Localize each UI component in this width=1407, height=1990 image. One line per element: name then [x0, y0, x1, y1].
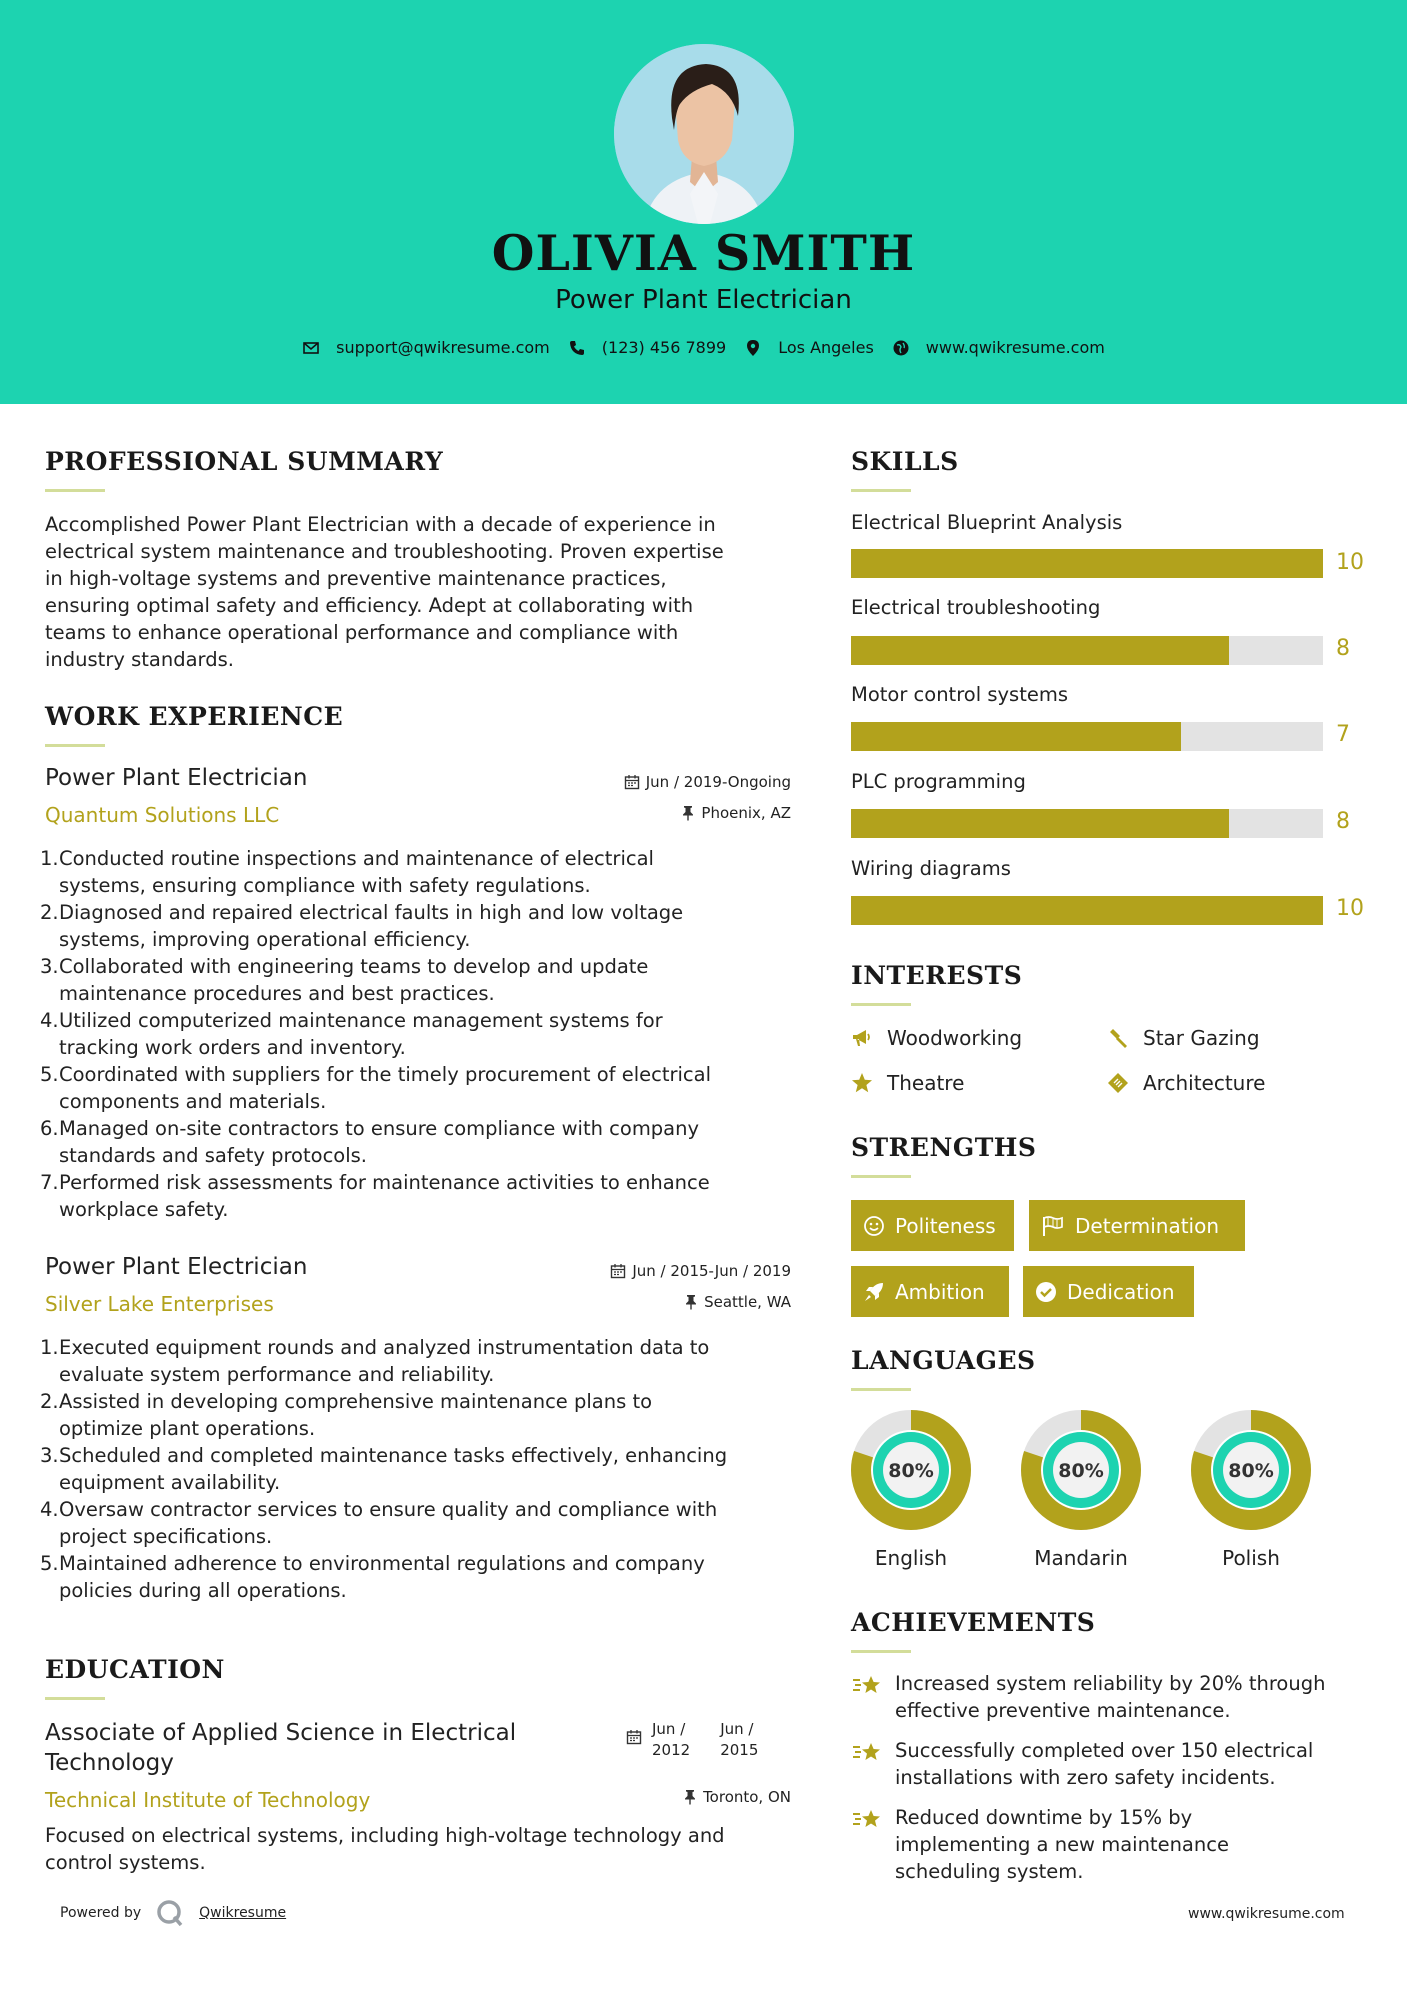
strength-badge: [851, 1266, 1009, 1317]
skill-bar-fill: [851, 896, 1323, 925]
duty-line: evaluate system performance and reliability.: [59, 1363, 495, 1386]
job-title: Power Plant Electrician: [45, 1254, 308, 1280]
strength-label: Politeness: [895, 1213, 996, 1238]
interest-label: Woodworking: [887, 1026, 1023, 1050]
phone-icon: [568, 339, 586, 357]
achievement-item: [851, 1670, 1371, 1730]
language-name: Mandarin: [1034, 1546, 1128, 1570]
list-item: [40, 845, 800, 899]
strength-badge: [851, 1200, 1014, 1251]
summary-underline: [45, 489, 105, 492]
duty-line: Executed equipment rounds and analyzed instrumentation data to: [59, 1336, 710, 1359]
rocket-icon: [863, 1281, 885, 1303]
achievements-heading: ACHIEVEMENTS: [851, 1608, 1096, 1637]
duty-line: Collaborated with engineering teams to develop and update: [59, 955, 649, 978]
location-text: Los Angeles: [778, 338, 874, 357]
language-ring: [1019, 1408, 1143, 1532]
footer-powered-by: [60, 1898, 286, 1928]
map-pin-icon: [744, 339, 762, 357]
list-item: [40, 1061, 800, 1115]
qwikresume-logo-icon: [155, 1898, 185, 1928]
education-end: [720, 1719, 758, 1761]
skill-label: PLC programming: [851, 770, 1026, 793]
ring-percent: 80%: [1228, 1460, 1274, 1482]
strengths-heading: STRENGTHS: [851, 1133, 1037, 1162]
list-number: 1.: [40, 1336, 59, 1359]
list-item: [40, 1169, 800, 1223]
website-text: www.qwikresume.com: [925, 338, 1105, 357]
job-date: [610, 1262, 791, 1280]
list-number: 1.: [40, 847, 59, 870]
avatar: [614, 44, 794, 224]
job-company: Silver Lake Enterprises: [45, 1292, 274, 1316]
candidate-title: Power Plant Electrician: [555, 285, 852, 315]
check-circle-icon: [1035, 1281, 1057, 1303]
summary-line: in high-voltage systems and preventive maintenance practices,: [45, 567, 667, 590]
duty-line: Utilized computerized maintenance management systems for: [59, 1009, 663, 1032]
achievement-line: Reduced downtime by 15% by: [895, 1806, 1193, 1829]
star-icon: [851, 1072, 873, 1094]
achievement-text: [895, 1670, 1365, 1724]
strength-label: Dedication: [1067, 1279, 1175, 1304]
duty-line: Managed on-site contractors to ensure compliance with company: [59, 1117, 700, 1140]
header-banner: [0, 0, 1407, 404]
list-number: 5.: [40, 1552, 59, 1575]
education-dates: [626, 1719, 758, 1761]
education-location: [683, 1788, 791, 1806]
duty-line: equipment availability.: [59, 1471, 281, 1494]
megaphone-icon: [851, 1028, 873, 1048]
job-date: [624, 773, 791, 791]
duty-line: Assisted in developing comprehensive maintenance plans to: [59, 1390, 653, 1413]
description-line: Focused on electrical systems, including high-voltage technology and: [45, 1824, 725, 1847]
achievement-item: [851, 1804, 1371, 1894]
summary-text: [45, 511, 805, 673]
strength-label: Determination: [1075, 1213, 1220, 1238]
education-description: [45, 1822, 805, 1876]
achievement-text: [895, 1804, 1365, 1885]
duty-line: Performed risk assessments for maintenance activities to enhance: [59, 1171, 710, 1194]
achievement-line: scheduling system.: [895, 1860, 1084, 1883]
education-underline: [45, 1697, 105, 1700]
skill-value: 7: [1336, 722, 1350, 747]
summary-line: electrical system maintenance and troubleshooting. Proven expertise: [45, 540, 724, 563]
experience-heading: WORK EXPERIENCE: [45, 702, 344, 731]
degree-line: Technology: [45, 1750, 174, 1776]
job-location: [681, 804, 791, 822]
list-number: 7.: [40, 1171, 59, 1194]
list-item: [40, 1550, 800, 1604]
language-name: English: [874, 1546, 948, 1570]
achievement-line: Increased system reliability by 20% through: [895, 1672, 1326, 1695]
end-year: 2015: [720, 1741, 759, 1759]
skill-value: 10: [1336, 550, 1364, 575]
language-ring: [849, 1408, 973, 1532]
skill-bar-track: [851, 896, 1323, 925]
duty-line: Coordinated with suppliers for the timely procurement of electrical: [59, 1063, 712, 1086]
skill-bar-fill: [851, 549, 1323, 578]
job-location-text: Seattle, WA: [704, 1293, 791, 1311]
duty-line: standards and safety protocols.: [59, 1144, 367, 1167]
list-number: 2.: [40, 1390, 59, 1413]
education-heading: EDUCATION: [45, 1655, 225, 1684]
contact-email[interactable]: [302, 338, 550, 357]
achievement-line: installations with zero safety incidents.: [895, 1766, 1276, 1789]
ticket-icon: [1107, 1072, 1129, 1094]
skill-value: 8: [1336, 809, 1350, 834]
skill-bar-track: [851, 636, 1323, 665]
interest-label: Theatre: [887, 1071, 965, 1095]
achievement-line: effective preventive maintenance.: [895, 1699, 1231, 1722]
duty-line: Conducted routine inspections and maintenance of electrical: [59, 847, 654, 870]
duty-line: tracking work orders and inventory.: [59, 1036, 406, 1059]
duty-line: Maintained adherence to environmental regulations and company: [59, 1552, 705, 1575]
calendar-icon: [610, 1263, 626, 1279]
list-item: [40, 1442, 800, 1496]
shooting-star-icon: [851, 1672, 885, 1700]
achievements-underline: [851, 1650, 911, 1653]
job-location: [684, 1293, 791, 1311]
school-name: Technical Institute of Technology: [45, 1788, 371, 1812]
skill-value: 8: [1336, 636, 1350, 661]
skill-bar-fill: [851, 722, 1181, 751]
gavel-icon: [1107, 1027, 1129, 1049]
duty-line: systems, improving operational efficiency.: [59, 928, 471, 951]
contact-website[interactable]: [892, 338, 1105, 357]
duty-line: policies during all operations.: [59, 1579, 347, 1602]
start-year: 2012: [652, 1741, 691, 1759]
education-start: [652, 1719, 690, 1761]
contact-bar: [0, 338, 1407, 357]
job-company: Quantum Solutions LLC: [45, 803, 280, 827]
footer-website[interactable]: www.qwikresume.com: [1188, 1906, 1345, 1922]
contact-phone[interactable]: [568, 338, 726, 357]
list-item: [40, 1007, 800, 1061]
strength-label: Ambition: [895, 1279, 985, 1304]
shooting-star-icon: [851, 1806, 885, 1834]
achievement-text: [895, 1737, 1365, 1791]
list-item: [40, 899, 800, 953]
skill-bar-track: [851, 722, 1323, 751]
ring-percent: 80%: [1058, 1460, 1104, 1482]
job-duties: [40, 845, 800, 1223]
list-item: [40, 1115, 800, 1169]
list-number: 3.: [40, 1444, 59, 1467]
language-name: Polish: [1222, 1546, 1280, 1570]
achievement-line: implementing a new maintenance: [895, 1833, 1229, 1856]
languages-heading: LANGUAGES: [851, 1346, 1036, 1375]
duty-line: optimize plant operations.: [59, 1417, 316, 1440]
list-number: 2.: [40, 901, 59, 924]
job-duties: [40, 1334, 800, 1604]
calendar-icon: [624, 774, 640, 790]
skill-value: 10: [1336, 896, 1364, 921]
job-title: Power Plant Electrician: [45, 765, 308, 791]
experience-underline: [45, 744, 105, 747]
language-ring: [1189, 1408, 1313, 1532]
description-line: control systems.: [45, 1851, 206, 1874]
skill-bar-fill: [851, 809, 1229, 838]
ring-percent: 80%: [888, 1460, 934, 1482]
interest-item: [851, 1026, 1022, 1050]
summary-line: Accomplished Power Plant Electrician with a decade of experience in: [45, 513, 716, 536]
list-number: 4.: [40, 1009, 59, 1032]
contact-location: [744, 338, 874, 357]
education-location-text: Toronto, ON: [703, 1788, 791, 1806]
list-number: 6.: [40, 1117, 59, 1140]
skill-label: Electrical troubleshooting: [851, 596, 1101, 619]
list-number: 4.: [40, 1498, 59, 1521]
degree-title: [45, 1718, 605, 1778]
powered-by-text: Powered by: [60, 1905, 142, 1921]
duty-line: components and materials.: [59, 1090, 327, 1113]
achievement-line: Successfully completed over 150 electrical: [895, 1739, 1314, 1762]
skills-underline: [851, 489, 911, 492]
smile-icon: [863, 1215, 885, 1237]
interest-item: [851, 1071, 964, 1095]
strength-badge: [1023, 1266, 1194, 1317]
calendar-icon: [626, 1729, 642, 1745]
achievement-item: [851, 1737, 1371, 1797]
skills-heading: SKILLS: [851, 447, 959, 476]
interest-item: [1107, 1026, 1260, 1050]
languages-underline: [851, 1388, 911, 1391]
summary-line: teams to enhance operational performance and compliance with: [45, 621, 679, 644]
pushpin-icon: [683, 1789, 697, 1805]
envelope-icon: [302, 339, 320, 357]
duty-line: Diagnosed and repaired electrical faults in high and low voltage: [59, 901, 684, 924]
interests-heading: INTERESTS: [851, 961, 1023, 990]
skill-bar-track: [851, 809, 1323, 838]
shooting-star-icon: [851, 1739, 885, 1767]
end-month: Jun /: [720, 1720, 754, 1738]
strengths-underline: [851, 1175, 911, 1178]
list-number: 3.: [40, 955, 59, 978]
skill-bar-fill: [851, 636, 1229, 665]
duty-line: systems, ensuring compliance with safety regulations.: [59, 874, 591, 897]
list-item: [40, 1496, 800, 1550]
summary-line: industry standards.: [45, 648, 234, 671]
interest-label: Star Gazing: [1143, 1026, 1260, 1050]
email-text: support@qwikresume.com: [336, 338, 550, 357]
interests-underline: [851, 1003, 911, 1006]
list-item: [40, 953, 800, 1007]
summary-heading: PROFESSIONAL SUMMARY: [45, 447, 444, 476]
skill-label: Motor control systems: [851, 683, 1068, 706]
brand-link[interactable]: Qwikresume: [199, 1905, 287, 1921]
job-location-text: Phoenix, AZ: [701, 804, 791, 822]
skill-label: Wiring diagrams: [851, 857, 1011, 880]
list-item: [40, 1334, 800, 1388]
duty-line: Scheduled and completed maintenance tasks effectively, enhancing: [59, 1444, 728, 1467]
duty-line: workplace safety.: [59, 1198, 229, 1221]
degree-line: Associate of Applied Science in Electrical: [45, 1720, 517, 1746]
pushpin-icon: [684, 1294, 698, 1310]
phone-text: (123) 456 7899: [601, 338, 727, 357]
list-number: 5.: [40, 1063, 59, 1086]
job-date-text: Jun / 2019-Ongoing: [645, 773, 791, 791]
skill-label: Electrical Blueprint Analysis: [851, 511, 1123, 534]
candidate-name: OLIVIA SMITH: [491, 224, 916, 282]
flag-icon: [1041, 1215, 1065, 1237]
duty-line: project specifications.: [59, 1525, 273, 1548]
duty-line: maintenance procedures and best practices.: [59, 982, 495, 1005]
pushpin-icon: [681, 805, 695, 821]
summary-line: ensuring optimal safety and efficiency. Adept at collaborating with: [45, 594, 694, 617]
strength-badge: [1029, 1200, 1245, 1251]
job-date-text: Jun / 2015-Jun / 2019: [632, 1262, 791, 1280]
start-month: Jun /: [652, 1720, 686, 1738]
skill-bar-track: [851, 549, 1323, 578]
list-item: [40, 1388, 800, 1442]
interest-label: Architecture: [1143, 1071, 1266, 1095]
interest-item: [1107, 1071, 1265, 1095]
duty-line: Oversaw contractor services to ensure quality and compliance with: [59, 1498, 718, 1521]
globe-icon: [892, 339, 910, 357]
